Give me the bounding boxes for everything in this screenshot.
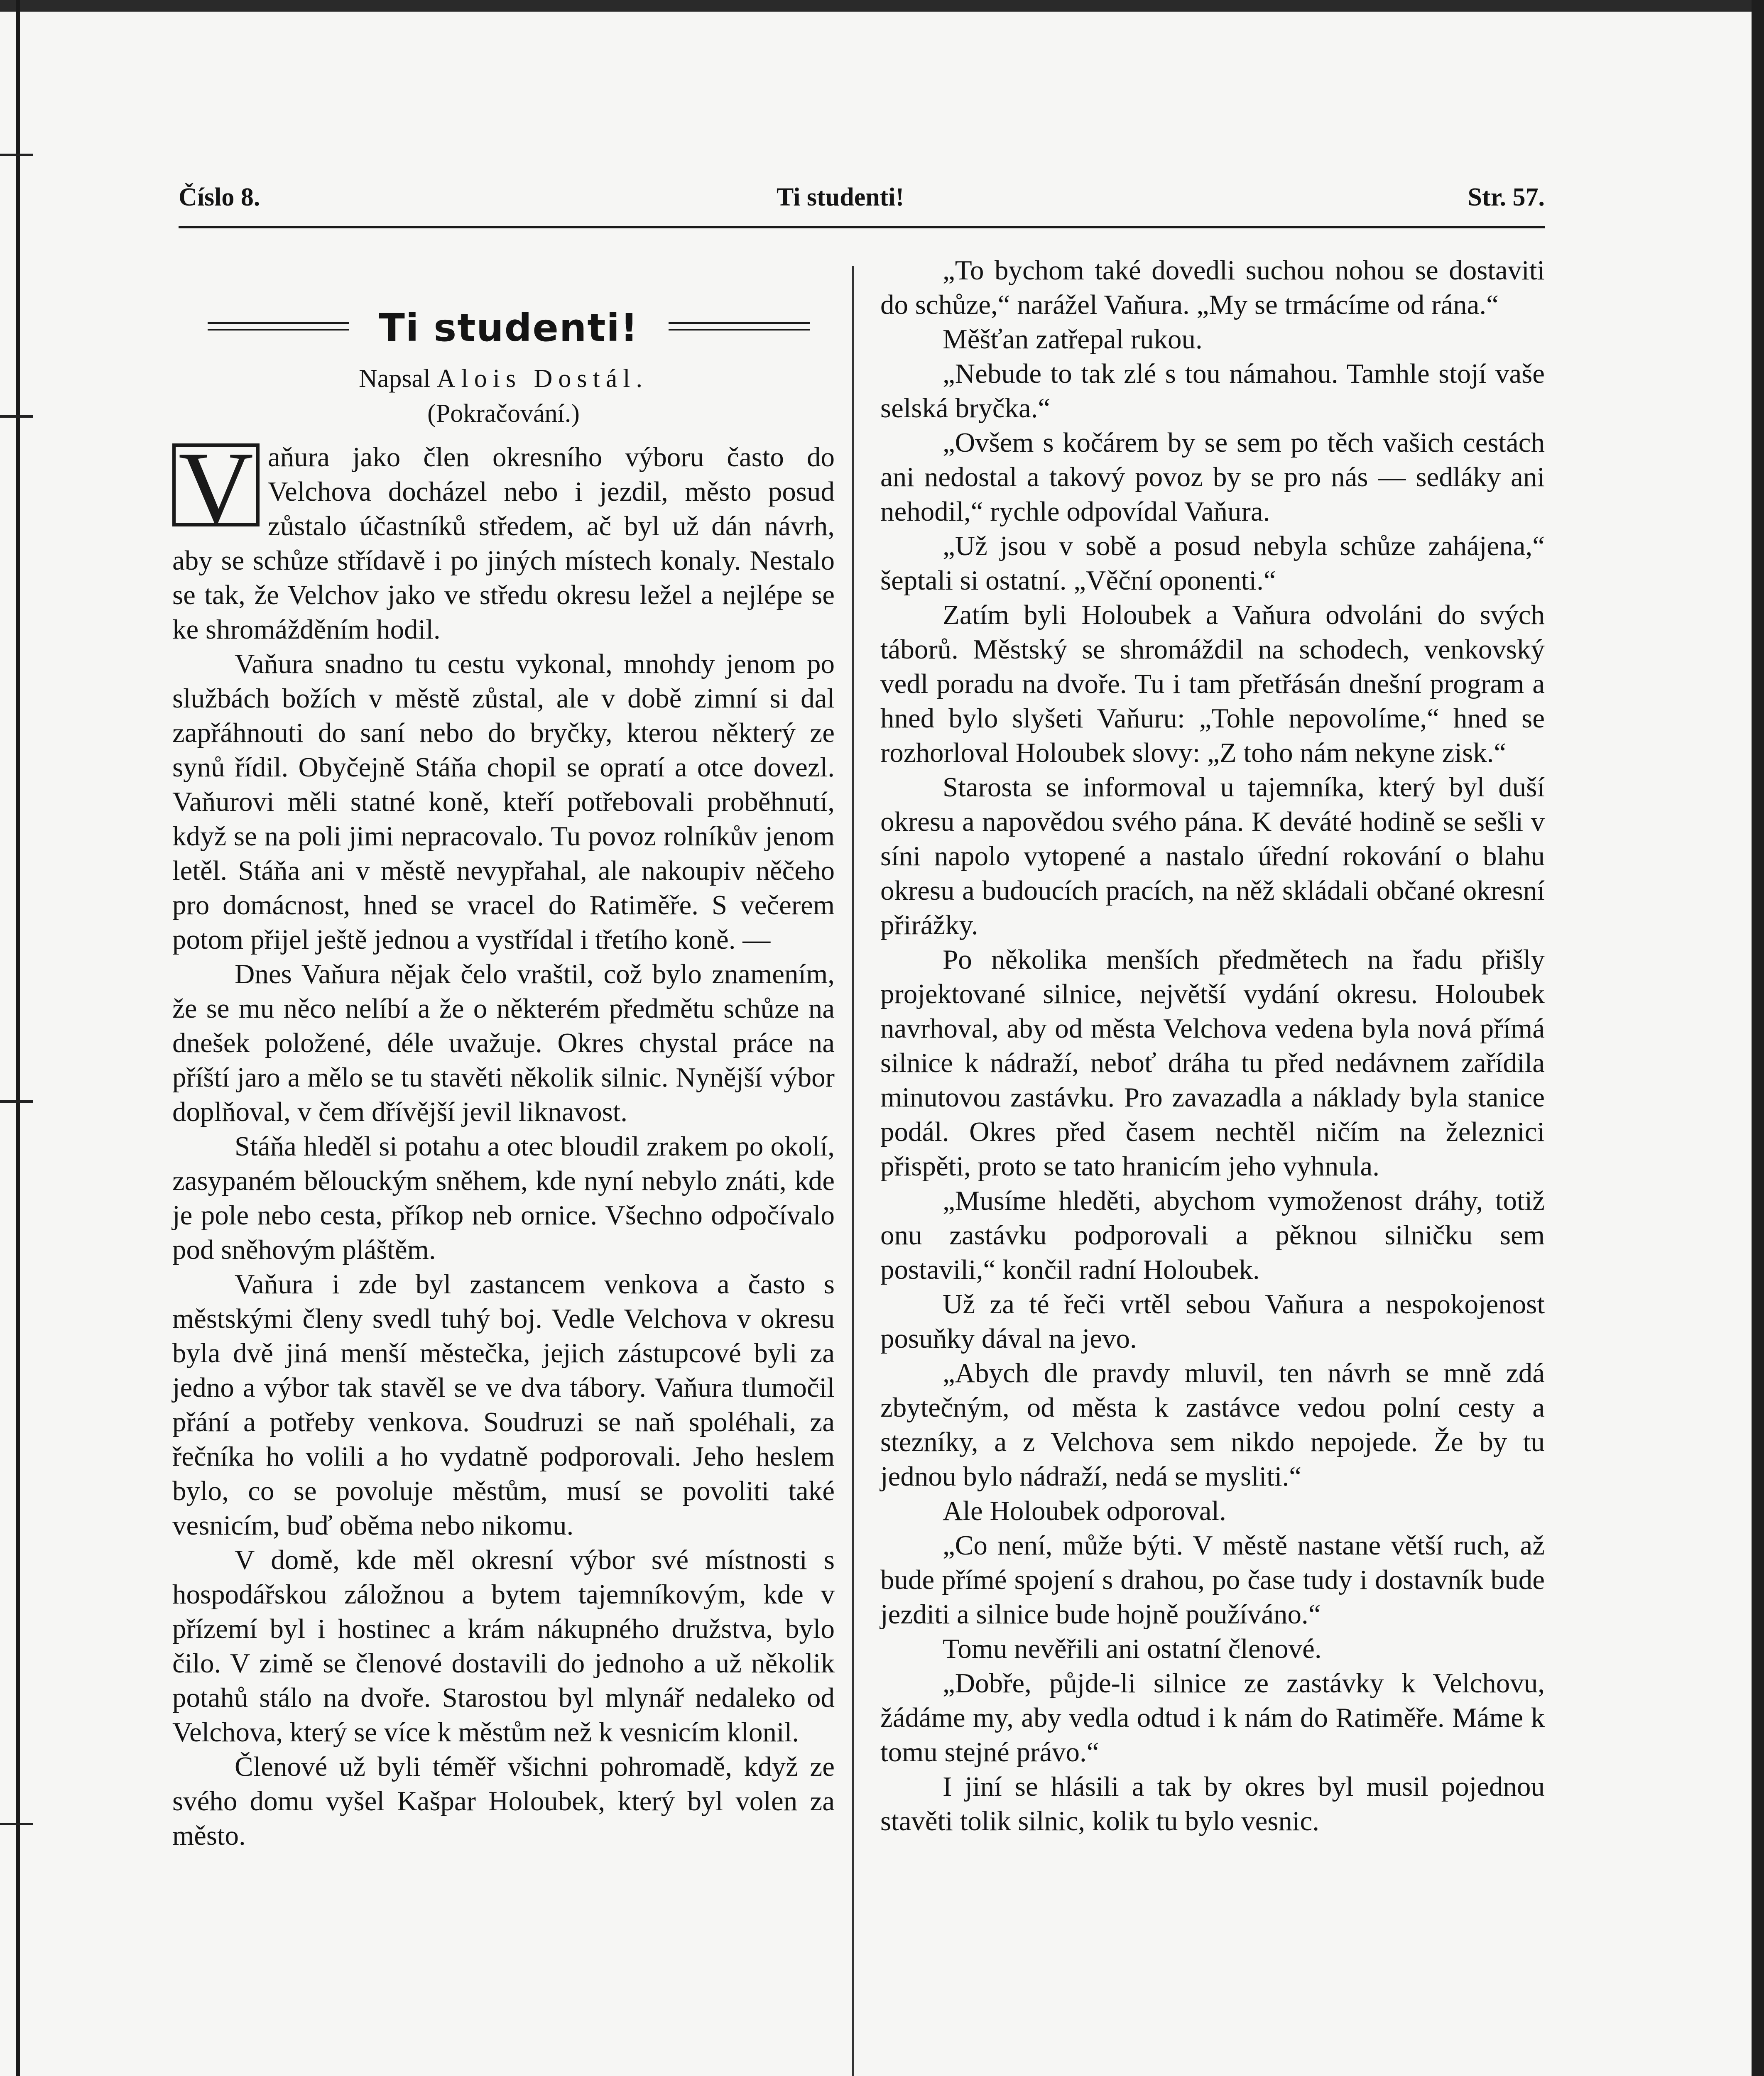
- paragraph: V aňura jako člen okresního výboru často do Velchova docházel nebo i jezdil, město posud zůstalo účastníků středem, ač byl už dán návrh, aby se schůze střídavě i po jiných místech konaly. Nestalo se tak, že Velchov jako ve středu okresu ležel a nejlépe se ke shromážděním hodil.: [172, 431, 835, 645]
- continuation-note: (Pokračování.): [427, 399, 580, 428]
- scan-edge-top: [0, 0, 1764, 12]
- byline: [172, 361, 835, 431]
- issue-number: Číslo 8.: [179, 183, 260, 211]
- paragraph: Dnes Vaňura nějak čelo vraštil, což bylo znamením, že se mu něco nelíbí a že o některém předmětu schůze na dnešek položené, déle uvažuje. Okres chystal práce na příští jaro a mělo se tu stavěti několik silnic. Nynější výbor doplňoval, v čem dřívější jevil liknavost.: [172, 959, 835, 1127]
- paragraph: Zatím byli Holoubek a Vaňura odvoláni do svých táborů. Městský se shromáždil na schodech, venkovský vedl poradu na dvoře. Tu i tam přetřásán dnešní program a hned bylo slyšeti Vaňuru: „Tohle nepovolíme,“ hned se rozhorloval Holoubek slovy: „Z toho nám nekyne zisk.“: [880, 600, 1545, 768]
- article-title-row: [208, 303, 810, 353]
- paragraph: „Co není, může býti. V městě nastane větší ruch, až bude přímé spojení s drahou, po čase tudy i dostavník bude jezditi a silnice bude hojně používáno.“: [880, 1530, 1545, 1630]
- header-rule: [179, 226, 1545, 228]
- binding-mark: [0, 154, 33, 156]
- paragraph: Tomu nevěřili ani ostatní členové.: [943, 1633, 1322, 1664]
- paragraph: Ale Holoubek odporoval.: [943, 1496, 1226, 1526]
- binding-mark: [0, 1823, 33, 1825]
- paragraph: V domě, kde měl okresní výbor své místnosti s hospodářskou záložnou a bytem tajemníkovým, kde v přízemí byl i hostinec a krám nákupného družstva, bylo čilo. V zimě se členové dostavili do jednoho a už několik potahů stálo na dvoře. Starostou byl mlynář nedaleko od Velchova, který se více k městům než k vesnicím klonil.: [172, 1545, 835, 1748]
- byline-prefix: Napsal: [359, 365, 431, 393]
- left-column: [172, 431, 835, 1853]
- title-rule-right: [669, 322, 810, 324]
- binding-mark: [0, 415, 33, 418]
- title-rule-left: [208, 329, 349, 330]
- column-rule: [852, 266, 854, 2076]
- page-number: Str. 57.: [1468, 183, 1545, 211]
- paragraph: Už za té řeči vrtěl sebou Vaňura a nespokojenost posuňky dával na jevo.: [880, 1289, 1545, 1354]
- article-title: Ti studenti!: [379, 306, 639, 350]
- running-header: [179, 183, 1545, 224]
- right-column: [880, 253, 1545, 1839]
- drop-cap: V: [172, 443, 260, 526]
- journal-title: Ti studenti!: [777, 183, 904, 211]
- paragraph: „Abych dle pravdy mluvil, ten návrh se mně zdá zbytečným, od města k zastávce vedou polní cesty a stezníky, a z Velchova sem nikdo nepojede. Že by tu jednou bylo nádraží, nedá se mysliti.“: [880, 1358, 1545, 1492]
- paragraph: „Ovšem s kočárem by se sem po těch vašich cestách ani nedostal a takový povoz by se pro nás — sedláky ani nehodil,“ rychle odpovídal Vaňura.: [880, 427, 1545, 527]
- scan-edge-right: [1752, 0, 1764, 2076]
- paragraph: Vaňura snadno tu cestu vykonal, mnohdy jenom po službách božích v městě zůstal, ale v době zimní si dal zapřáhnouti do saní nebo do bryčky, kterou některý ze synů řídil. Obyčejně Stáňa chopil se opratí a otce dovezl. Vaňurovi měli statné koně, kteří potřebovali proběhnutí, když se na poli jimi nepracovalo. Tu povoz rolníkův jenom letěl. Stáňa ani v městě nevypřahal, ale nakoupiv něčeho pro domácnost, hned se vracel do Ratiměře. S večerem potom přijel ještě jednou a vystřídal i třetího koně. —: [172, 649, 835, 955]
- paragraph: Členové už byli téměř všichni pohromadě, když ze svého domu vyšel Kašpar Holoubek, který byl volen za město.: [172, 1751, 835, 1851]
- paragraph: Po několika menších předmětech na řadu přišly projektované silnice, největší vydání okresu. Holoubek navrhoval, aby od města Velchova vedena byla nová přímá silnice k nádraží, neboť dráha tu před nedávnem zařídila minutovou zastávku. Pro zavazadla a náklady byla stanice podál. Okres před časem nechtěl ničím na železnici přispěti, proto se tato hranicím jeho vyhnula.: [880, 944, 1545, 1182]
- paragraph: Měšťan zatřepal rukou.: [943, 324, 1203, 355]
- paragraph: „Musíme hleděti, abychom vymoženost dráhy, totiž onu zastávku podporovali a pěknou silničku sem postavili,“ končil radní Holoubek.: [880, 1185, 1545, 1285]
- author-name: Alois Dostál.: [436, 365, 648, 393]
- paragraph: Stáňa hleděl si potahu a otec bloudil zrakem po okolí, zasypaném bělouckým sněhem, kde nyní nebylo znáti, kde je pole nebo cesta, příkop neb ornice. Všechno odpočívalo pod sněhovým pláštěm.: [172, 1131, 835, 1265]
- paragraph: Vaňura i zde byl zastancem venkova a často s městskými členy svedl tuhý boj. Vedle Velchova v okresu byla dvě jiná menší městečka, jejich zástupcové byli za jedno a výbor tak stavěl se ve dva tábory. Vaňura tlumočil přání a potřeby venkova. Soudruzi se naň spoléhali, za řečníka ho volili a ho vydatně podporovali. Jeho heslem bylo, co se povoluje městům, musí se povoliti také vesnicím, buď oběma nebo nikomu.: [172, 1269, 835, 1541]
- paragraph: „To bychom také dovedli suchou nohou se dostaviti do schůze,“ narážel Vaňura. „My se trmácíme od rána.“: [880, 255, 1545, 320]
- title-rule-left: [208, 322, 349, 324]
- paragraph: I jiní se hlásili a tak by okres byl musil pojednou stavěti tolik silnic, kolik tu bylo vesnic.: [880, 1771, 1545, 1836]
- paragraph: „Už jsou v sobě a posud nebyla schůze zahájena,“ šeptali si ostatní. „Věční oponenti.“: [880, 531, 1545, 596]
- paragraph: „Nebude to tak zlé s tou námahou. Tamhle stojí vaše selská bryčka.“: [880, 358, 1545, 424]
- scan-edge-left: [16, 0, 20, 2076]
- title-rule-right: [669, 329, 810, 330]
- paragraph: Starosta se informoval u tajemníka, který byl duší okresu a napovědou svého pána. K deváté hodině se sešli v síni napolo vytopené a nastalo úřední rokování o blahu okresu a budoucích pracích, na něž skládali občané okresní přirážky.: [880, 772, 1545, 940]
- paragraph: „Dobře, půjde-li silnice ze zastávky k Velchovu, žádáme my, aby vedla odtud i k nám do Ratiměře. Máme k tomu stejné právo.“: [880, 1668, 1545, 1768]
- binding-mark: [0, 1100, 33, 1103]
